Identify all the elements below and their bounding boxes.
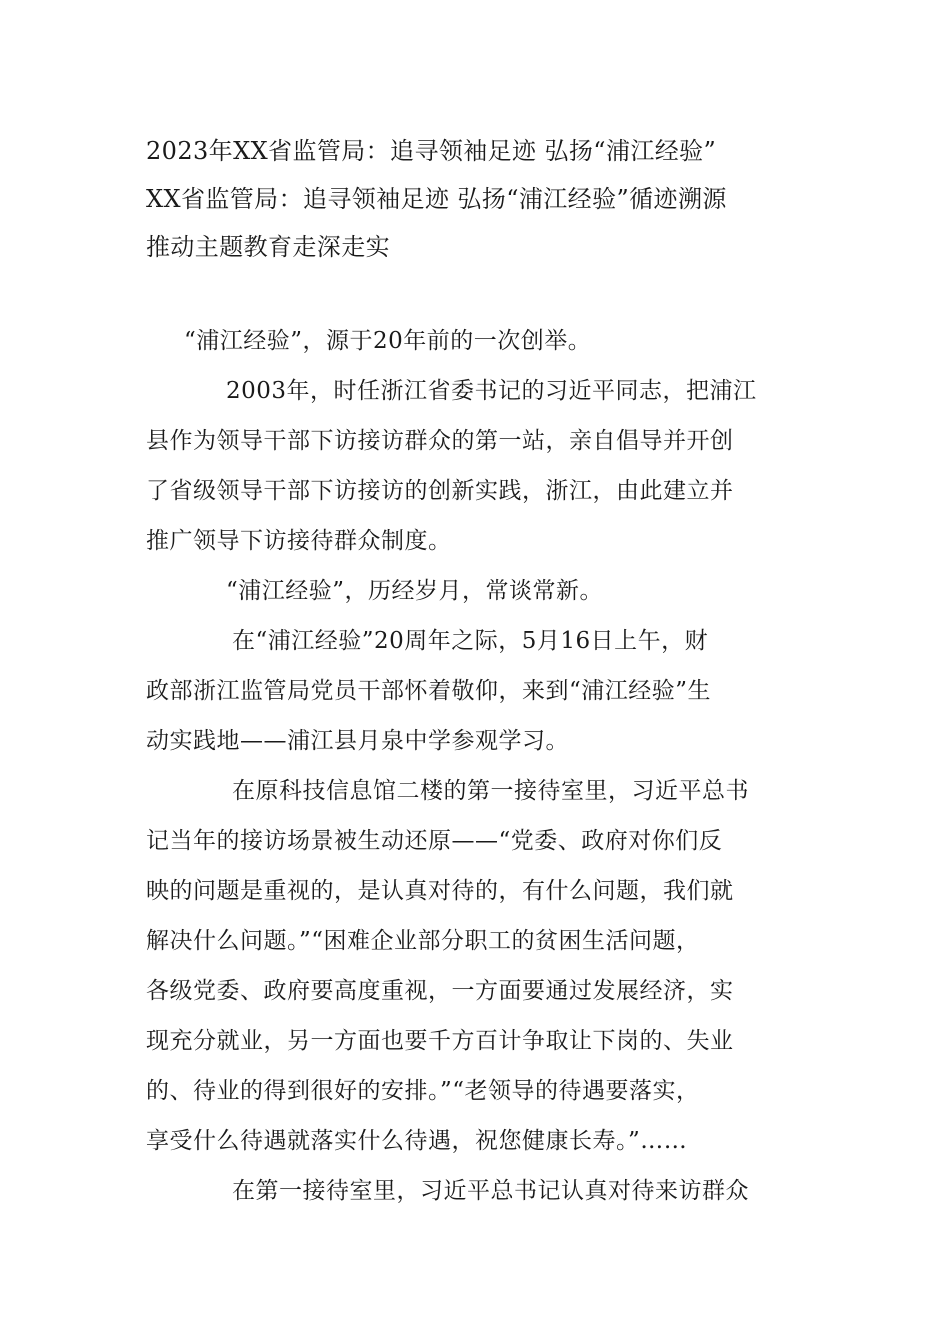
- paragraph-anniversary: [146, 616, 806, 766]
- paragraph-line: 推广领导下访接待群众制度。: [146, 528, 452, 554]
- paragraph-line: 现充分就业，另一方面也要千方百计争取让下岗的、失业: [146, 1028, 734, 1054]
- paragraph-line: 在原科技信息馆二楼的第一接待室里，习近平总书: [232, 778, 749, 804]
- paragraph-line: “浦江经验”，源于20年前的一次创举。: [184, 328, 592, 354]
- paragraph-years: [146, 566, 806, 616]
- title-line: 推动主题教育走深走实: [146, 233, 390, 261]
- paragraph-line: 2003年，时任浙江省委书记的习近平同志，把浦江: [226, 378, 757, 404]
- paragraph-reception-room: [146, 766, 806, 1166]
- paragraph-line: 记当年的接访场景被生动还原——“党委、政府对你们反: [146, 828, 723, 854]
- paragraph-line: 各级党委、政府要高度重视，一方面要通过发展经济，实: [146, 978, 734, 1004]
- paragraph-2003: [146, 366, 806, 566]
- paragraph-line: 解决什么问题。”“困难企业部分职工的贫困生活问题，: [146, 928, 700, 954]
- document-title: [146, 127, 806, 271]
- document-body: [146, 127, 806, 1216]
- paragraph-line: 在“浦江经验”20周年之际，5月16日上午，财: [232, 628, 709, 654]
- paragraph-line: 政部浙江监管局党员干部怀着敬仰，来到“浦江经验”生: [146, 678, 712, 704]
- paragraph-line: 享受什么待遇就落实什么待遇，祝您健康长寿。”……: [146, 1128, 688, 1154]
- paragraph-visitors: [146, 1166, 806, 1216]
- paragraph-line: 在第一接待室里，习近平总书记认真对待来访群众: [232, 1178, 749, 1204]
- paragraph-line: 动实践地——浦江县月泉中学参观学习。: [146, 728, 569, 754]
- title-line: XX省监管局：追寻领袖足迹 弘扬“浦江经验”循迹溯源: [146, 185, 727, 213]
- paragraph-line: “浦江经验”，历经岁月，常谈常新。: [226, 578, 604, 604]
- paragraph-origin: [146, 316, 806, 366]
- title-line: 2023年XX省监管局：追寻领袖足迹 弘扬“浦江经验”: [146, 137, 717, 165]
- paragraph-line: 县作为领导干部下访接访群众的第一站，亲自倡导并开创: [146, 428, 734, 454]
- title-gap: [146, 271, 806, 316]
- paragraph-line: 了省级领导干部下访接访的创新实践，浙江，由此建立并: [146, 478, 734, 504]
- paragraph-line: 的、待业的得到很好的安排。”“老领导的待遇要落实，: [146, 1078, 700, 1104]
- paragraph-line: 映的问题是重视的，是认真对待的，有什么问题，我们就: [146, 878, 734, 904]
